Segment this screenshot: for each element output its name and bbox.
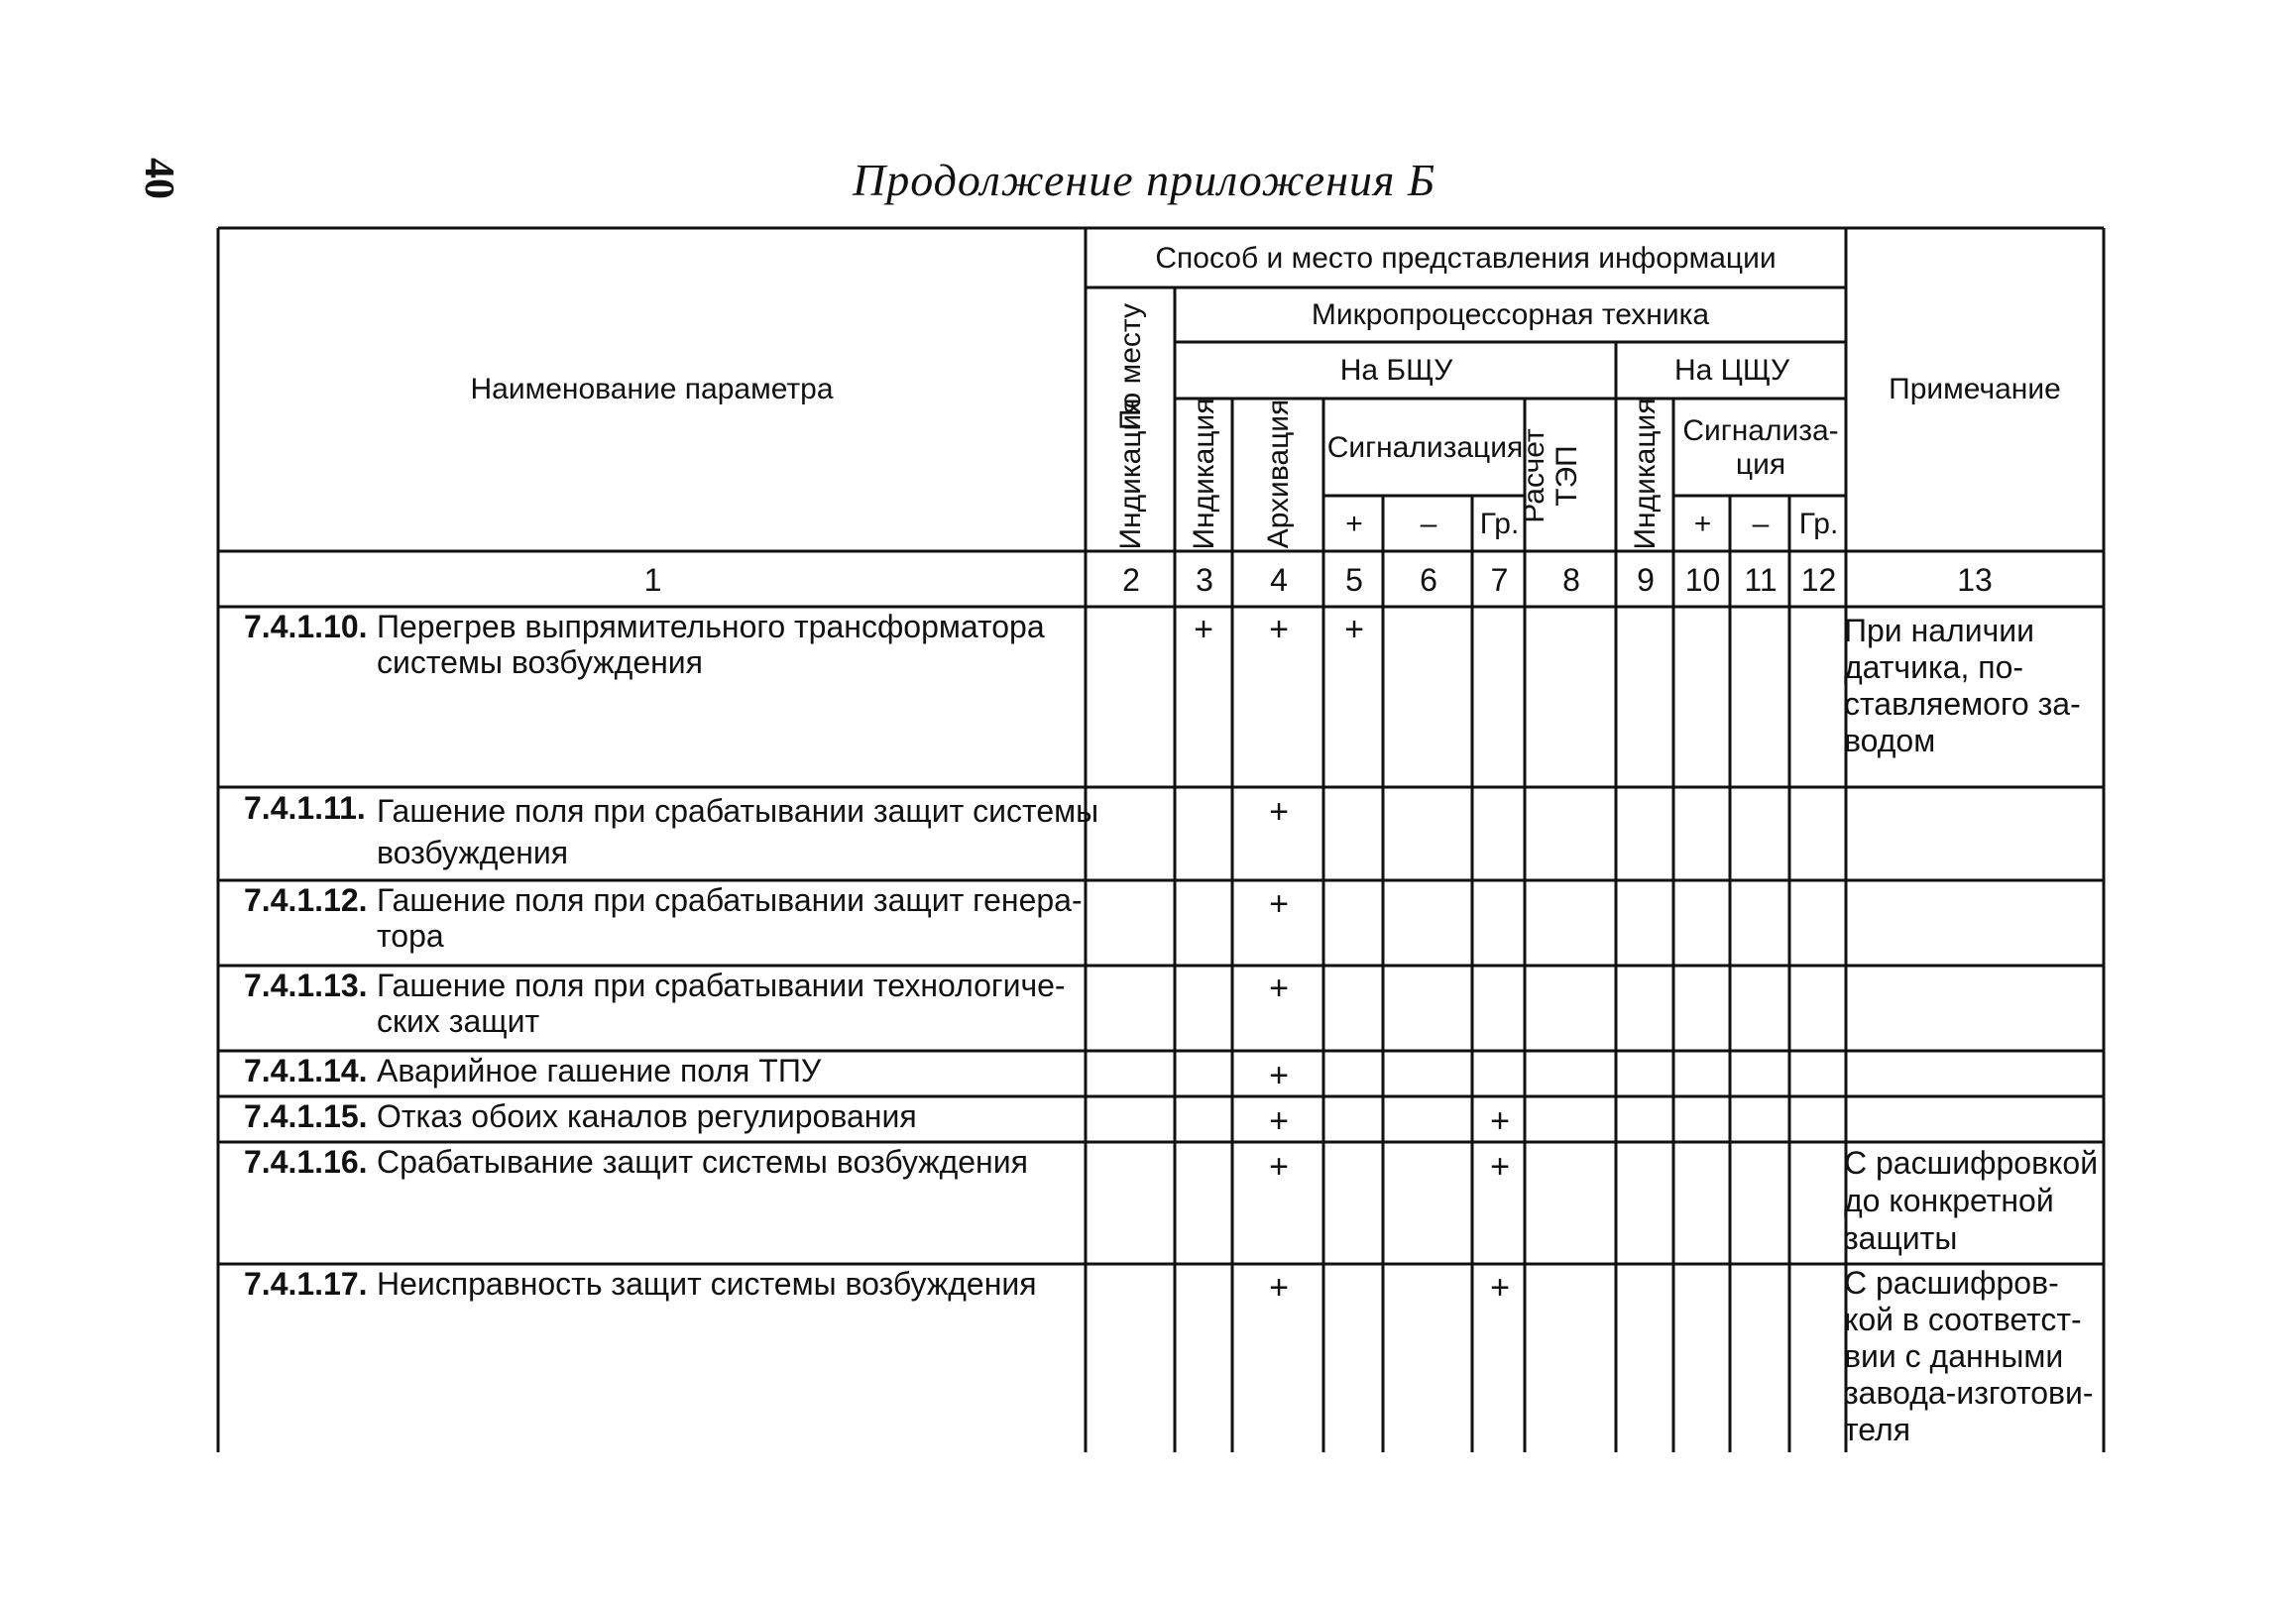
header-na-bshu: На БЩУ — [1339, 354, 1453, 388]
row-param-line1: Гашение поля при срабатывании защит системы — [377, 793, 1099, 829]
row8-c4: + — [1269, 1269, 1289, 1307]
row3-c4: + — [1269, 885, 1289, 923]
note-line: При наличии — [1844, 613, 2034, 648]
row-param-line1: Перегрев выпрямительного трансформатора — [377, 609, 1045, 644]
raschet-tep-line1: Расчет — [1518, 428, 1550, 523]
row5-c4: + — [1269, 1057, 1289, 1094]
row-code: 7.4.1.13. — [244, 968, 368, 1003]
signalizaciya-cshu-line2: ция — [1735, 448, 1786, 481]
col-number-5: 5 — [1345, 561, 1363, 598]
row-param — [377, 609, 1045, 680]
note-line: до конкретной — [1844, 1183, 2054, 1218]
row7-c7: + — [1490, 1148, 1510, 1186]
note-line: С расшифровкой — [1844, 1145, 2099, 1181]
header-indikaciya-9: Индикация — [1628, 398, 1662, 550]
col-number-6: 6 — [1420, 561, 1437, 598]
row4-c4: + — [1269, 970, 1289, 1007]
row-param-line2: системы возбуждения — [377, 644, 703, 680]
col-number-8: 8 — [1562, 561, 1580, 598]
row-code: 7.4.1.17. — [244, 1266, 368, 1302]
row-param — [377, 790, 1098, 873]
col-number-1: 1 — [643, 561, 662, 598]
header-gr-7: Гр. — [1479, 507, 1520, 540]
note-line: теля — [1844, 1412, 1911, 1447]
row-param — [377, 1266, 1037, 1302]
row-param — [377, 1053, 821, 1088]
row1-c4: + — [1269, 611, 1289, 648]
col-number-3: 3 — [1196, 561, 1213, 598]
row6-c4: + — [1269, 1102, 1289, 1140]
col-number-10: 10 — [1684, 561, 1721, 598]
row-param — [377, 1098, 917, 1134]
row8-note — [1844, 1265, 2104, 1448]
header-minus-11: – — [1752, 507, 1770, 540]
row6-c7: + — [1490, 1102, 1510, 1140]
row2-c4: + — [1269, 793, 1289, 831]
header-gr-12: Гр. — [1798, 507, 1839, 540]
note-line: водом — [1844, 723, 1936, 758]
row7-note — [1844, 1144, 2104, 1257]
row-param-line2: тора — [377, 918, 444, 954]
row1-note — [1844, 613, 2104, 759]
row-param-line1: Гашение поля при срабатывании технологиче- — [377, 968, 1066, 1003]
note-line: вии с данными — [1844, 1338, 2064, 1374]
page-number: 40 — [136, 158, 181, 199]
col-number-7: 7 — [1490, 561, 1509, 598]
note-line: ставляемого за- — [1844, 686, 2081, 722]
page-title: Продолжение приложения Б — [853, 155, 1436, 205]
note-line: завода-изготови- — [1844, 1375, 2094, 1411]
raschet-tep-line2: ТЭП — [1550, 445, 1583, 507]
row-code: 7.4.1.10. — [244, 609, 368, 644]
row8-c7: + — [1490, 1269, 1510, 1307]
row-param-line1: Аварийное гашение поля ТПУ — [377, 1053, 822, 1088]
row-code: 7.4.1.15. — [244, 1098, 368, 1134]
row-code: 7.4.1.12. — [244, 882, 368, 918]
header-signalizaciya-cshu — [1675, 400, 1846, 496]
header-na-cshu: На ЦЩУ — [1673, 354, 1790, 388]
col-number-4: 4 — [1270, 561, 1288, 598]
row-code: 7.4.1.11. — [244, 790, 366, 826]
header-indikaciya-2: Индикация — [1113, 398, 1147, 550]
signalizaciya-cshu-line1: Сигнализа- — [1682, 413, 1839, 447]
row-param — [377, 1144, 1028, 1180]
note-line: защиты — [1844, 1220, 1958, 1256]
col-number-13: 13 — [1957, 561, 1993, 598]
header-plus-10: + — [1693, 507, 1712, 540]
header-signalizaciya-bshu: Сигнализация — [1326, 430, 1524, 464]
header-indikaciya-3: Индикация — [1187, 398, 1220, 550]
row-param-line2: возбуждения — [377, 835, 569, 870]
header-plus-5: + — [1345, 507, 1363, 540]
note-line: кой в соответст- — [1844, 1302, 2082, 1337]
row-param-line1: Срабатывание защит системы возбуждения — [377, 1144, 1028, 1180]
header-po-mestu: По месту — [1113, 303, 1147, 430]
row-code: 7.4.1.14. — [244, 1053, 368, 1088]
row-param — [377, 882, 1083, 954]
header-arhivaciya: Архивация — [1261, 399, 1295, 549]
header-name-param: Наименование параметра — [470, 372, 834, 405]
col-number-9: 9 — [1637, 561, 1655, 598]
row7-c4: + — [1269, 1148, 1289, 1186]
col-number-2: 2 — [1122, 561, 1140, 598]
note-line: С расшифров- — [1844, 1265, 2059, 1301]
row1-c3: + — [1194, 611, 1213, 648]
row-param-line1: Неисправность защит системы возбуждения — [377, 1266, 1037, 1302]
row1-c5: + — [1344, 611, 1364, 648]
row-param-line2: ских защит — [377, 1003, 540, 1039]
row-code: 7.4.1.16. — [244, 1144, 368, 1180]
header-method-place: Способ и место представления информации — [1155, 241, 1777, 275]
header-primechanie: Примечание — [1889, 372, 2061, 405]
row-param-line1: Гашение поля при срабатывании защит генера- — [377, 882, 1083, 918]
col-number-12: 12 — [1800, 561, 1837, 598]
header-minus-6: – — [1420, 507, 1437, 540]
row-param — [377, 968, 1066, 1039]
note-line: датчика, по- — [1844, 649, 2024, 685]
header-micro: Микропроцессорная техника — [1311, 298, 1710, 332]
row-param-line1: Отказ обоих каналов регулирования — [377, 1098, 917, 1134]
col-number-11: 11 — [1744, 561, 1778, 598]
